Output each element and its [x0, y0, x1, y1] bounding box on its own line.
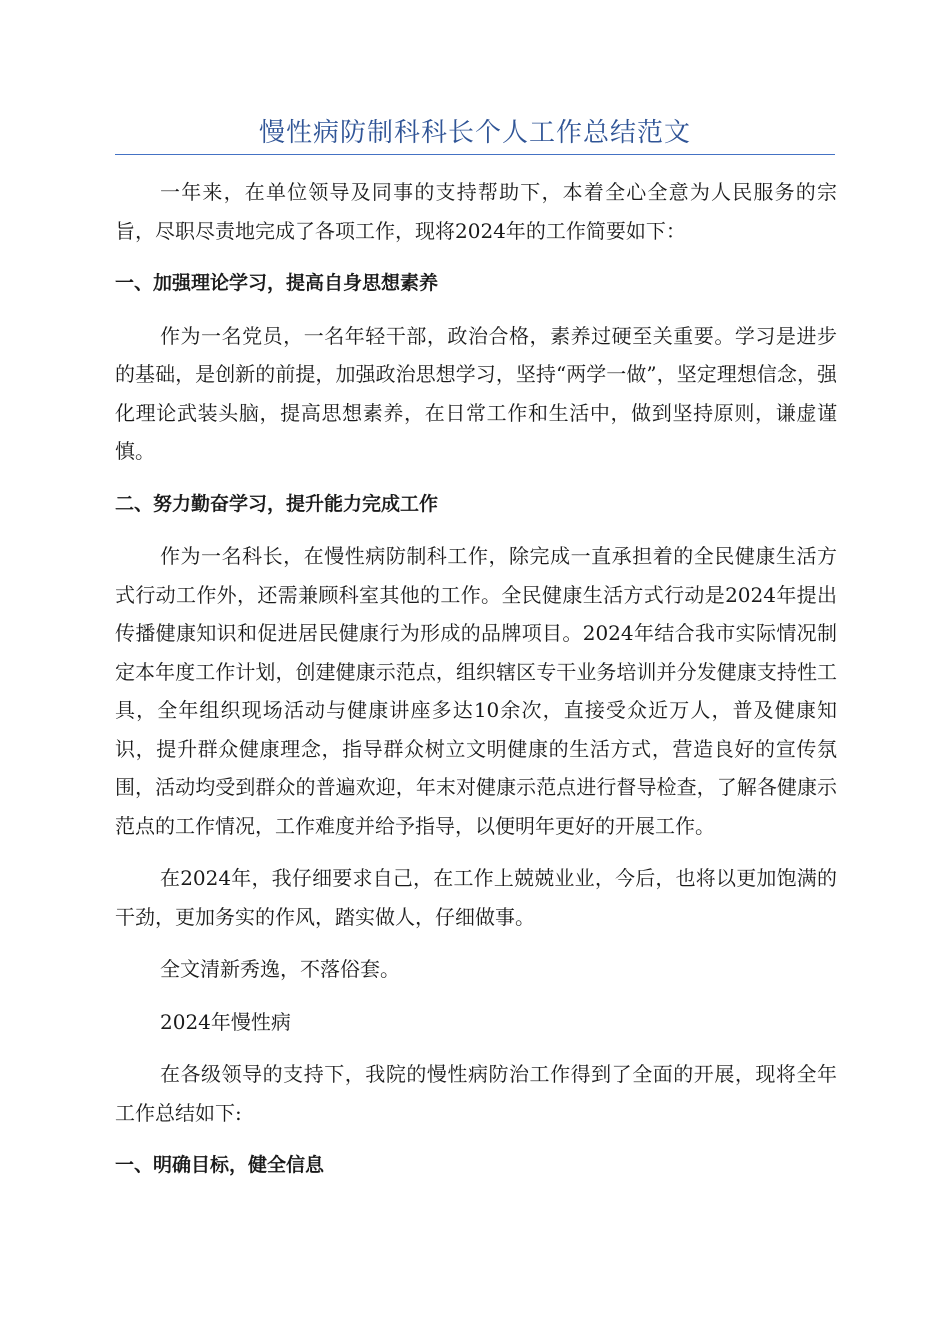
document-title: 慢性病防制科科长个人工作总结范文 [258, 118, 691, 148]
paragraph-work-details: 作为一名科长，在慢性病防制科工作，除完成一直承担着的全民健康生活方式行动工作外，还需兼顾科室其他的工作。全民健康生活方式行动是2024年提出传播健康知识和促进居民健康行为形成的品牌项目。2024年结合我市实际情况制定本年度工作计划，创建健康示范点，组织辖区专干业务培训并分发健康支持性工具，全年组织现场活动与健康讲座多达10余次，直接受众近万人，普及健康知识，提升群众健康理念，指导群众树立文明健康的生活方式，营造良好的宣传氛围，活动均受到群众的普遍欢迎，年末对健康示范点进行督导检查，了解各健康示范点的工作情况，工作难度并给予指导，以便明年更好的开展工作。 [115, 544, 837, 838]
paragraph-intro: 一年来，在单位领导及同事的支持帮助下，本着全心全意为人民服务的宗旨，尽职尽责地完成了各项工作，现将2024年的工作简要如下： [115, 180, 837, 243]
title-underline [115, 154, 835, 155]
paragraph-self-requirement: 在2024年，我仔细要求自己，在工作上兢兢业业，今后，也将以更加饱满的干劲，更加务实的作风，踏实做人，仔细做事。 [115, 866, 837, 929]
paragraph-comment: 全文清新秀逸，不落俗套。 [160, 957, 400, 981]
section-heading-1: 一、加强理论学习，提高自身思想素养 [115, 272, 439, 294]
paragraph-hospital-summary: 在各级领导的支持下，我院的慢性病防治工作得到了全面的开展，现将全年工作总结如下: [115, 1062, 837, 1125]
section-heading-3: 一、明确目标，健全信息 [115, 1154, 325, 1176]
document-body [115, 173, 837, 1199]
section-heading-2: 二、努力勤奋学习，提升能力完成工作 [115, 492, 439, 515]
paragraph-subtitle: 2024年慢性病 [160, 1009, 291, 1034]
paragraph-theory-study: 作为一名党员，一名年轻干部，政治合格，素养过硬至关重要。学习是进步的基础，是创新的前提，加强政治思想学习，坚持“两学一做”，坚定理想信念，强化理论武装头脑，提高思想素养，在日常工作和生活中，做到坚持原则，谦虚谨慎。 [115, 323, 837, 463]
